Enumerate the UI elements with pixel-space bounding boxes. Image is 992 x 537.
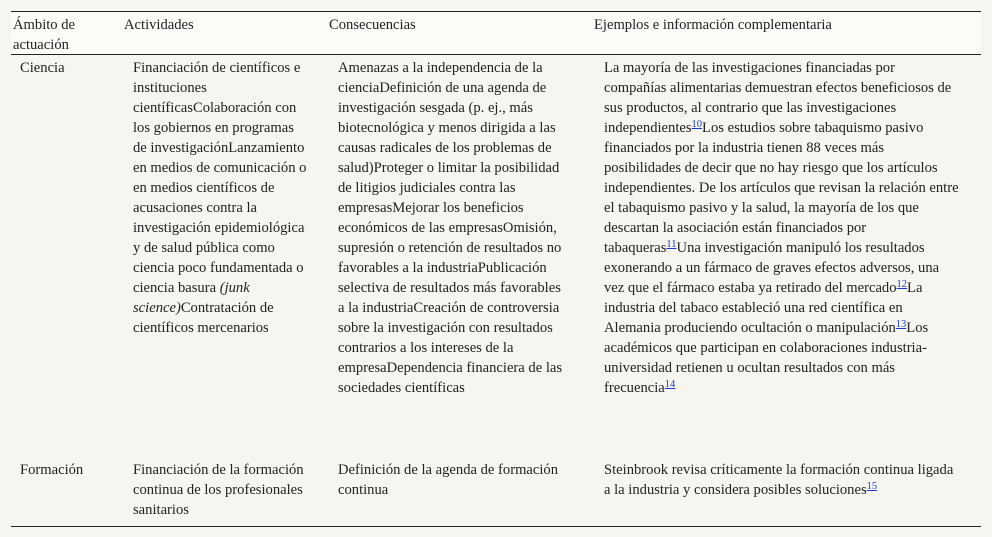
reference-link-13[interactable]: 13: [895, 319, 907, 330]
table-row-ciencia: [11, 58, 981, 458]
cell-ambito: Formación: [20, 462, 84, 478]
ejemplo-text-5: Los académicos que participan en colaboraciones industria-universidad retienen u ocultan resultados con más frecuencia: [604, 320, 929, 396]
cell-ejemplos: [604, 58, 960, 398]
reference-link-14[interactable]: 14: [664, 379, 676, 390]
cell-consecuencias: Definición de la agenda de formación continua: [338, 462, 559, 498]
table-header: [11, 12, 981, 55]
ejemplo-text-1: Steinbrook revisa críticamente la formación continua ligada a la industria y considera posibles soluciones: [604, 462, 954, 498]
cell-consecuencias: Amenazas a la independencia de la cienciaDefinición de una agenda de investigación sesgada (p. ej., más biotecnológica y menos dirigida a las causas radicales de los problemas de salud)Proteger o limitar la posibilidad de litigios judiciales contra las empresasMejorar los beneficios económicos de las empresasOmisión, supresión o retención de resultados no favorables a la industriaPublicación selectiva de resultados más favorables a la industriaCreación de controversia sobre la investigación con resultados contrarios a los intereses de la empresaDependencia financiera de las sociedades científicas: [338, 60, 563, 396]
header-consecuencias: Consecuencias: [329, 17, 416, 33]
cell-ejemplos: [604, 460, 960, 500]
ejemplo-text-4: La industria del tabaco estableció una red científica en Alemania produciendo ocultación o manipulación: [604, 280, 923, 336]
ejemplo-text-2: Los estudios sobre tabaquismo pasivo financiados por la industria tienen 88 veces más posibilidades de decir que no hay riesgo que los artículos independientes. De los artículos que revisan la relación entre el tabaquismo pasivo y la salud, la mayoría de los que descartan la asociación están financiados por tabaqueras: [604, 120, 959, 256]
table-row-formacion: [11, 460, 981, 524]
industry-influence-table: [11, 11, 981, 527]
reference-link-10[interactable]: 10: [691, 119, 703, 130]
reference-link-11[interactable]: 11: [666, 239, 677, 250]
header-actividades: Actividades: [124, 17, 194, 33]
header-ambito: Ámbito de actuación: [13, 17, 76, 53]
cell-actividades: [133, 58, 308, 338]
ejemplo-text-3: Una investigación manipuló los resultados exonerando a un fármaco de graves efectos adversos, una vez que el fármaco estaba ya retirado del mercado: [604, 240, 940, 296]
reference-link-15[interactable]: 15: [866, 481, 878, 492]
header-ejemplos: Ejemplos e información complementaria: [594, 17, 832, 33]
reference-link-12[interactable]: 12: [896, 279, 908, 290]
actividades-text-2: Contratación de científicos mercenarios: [133, 300, 274, 336]
cell-actividades: Financiación de la formación continua de los profesionales sanitarios: [133, 462, 304, 518]
actividades-italic: (junk science): [133, 280, 250, 316]
cell-ambito: Ciencia: [20, 60, 65, 76]
ejemplo-text-1: La mayoría de las investigaciones financiadas por compañías alimentarias demuestran efectos beneficiosos de sus productos, al contrario que las investigaciones independientes: [604, 60, 952, 136]
actividades-text-1: Financiación de científicos e instituciones científicasColaboración con los gobiernos en programas de investigaciónLanzamiento en medios de comunicación o en medios científicos de acusaciones contra la investigación epidemiológica y de salud pública como ciencia poco fundamentada o ciencia basura: [133, 60, 307, 296]
